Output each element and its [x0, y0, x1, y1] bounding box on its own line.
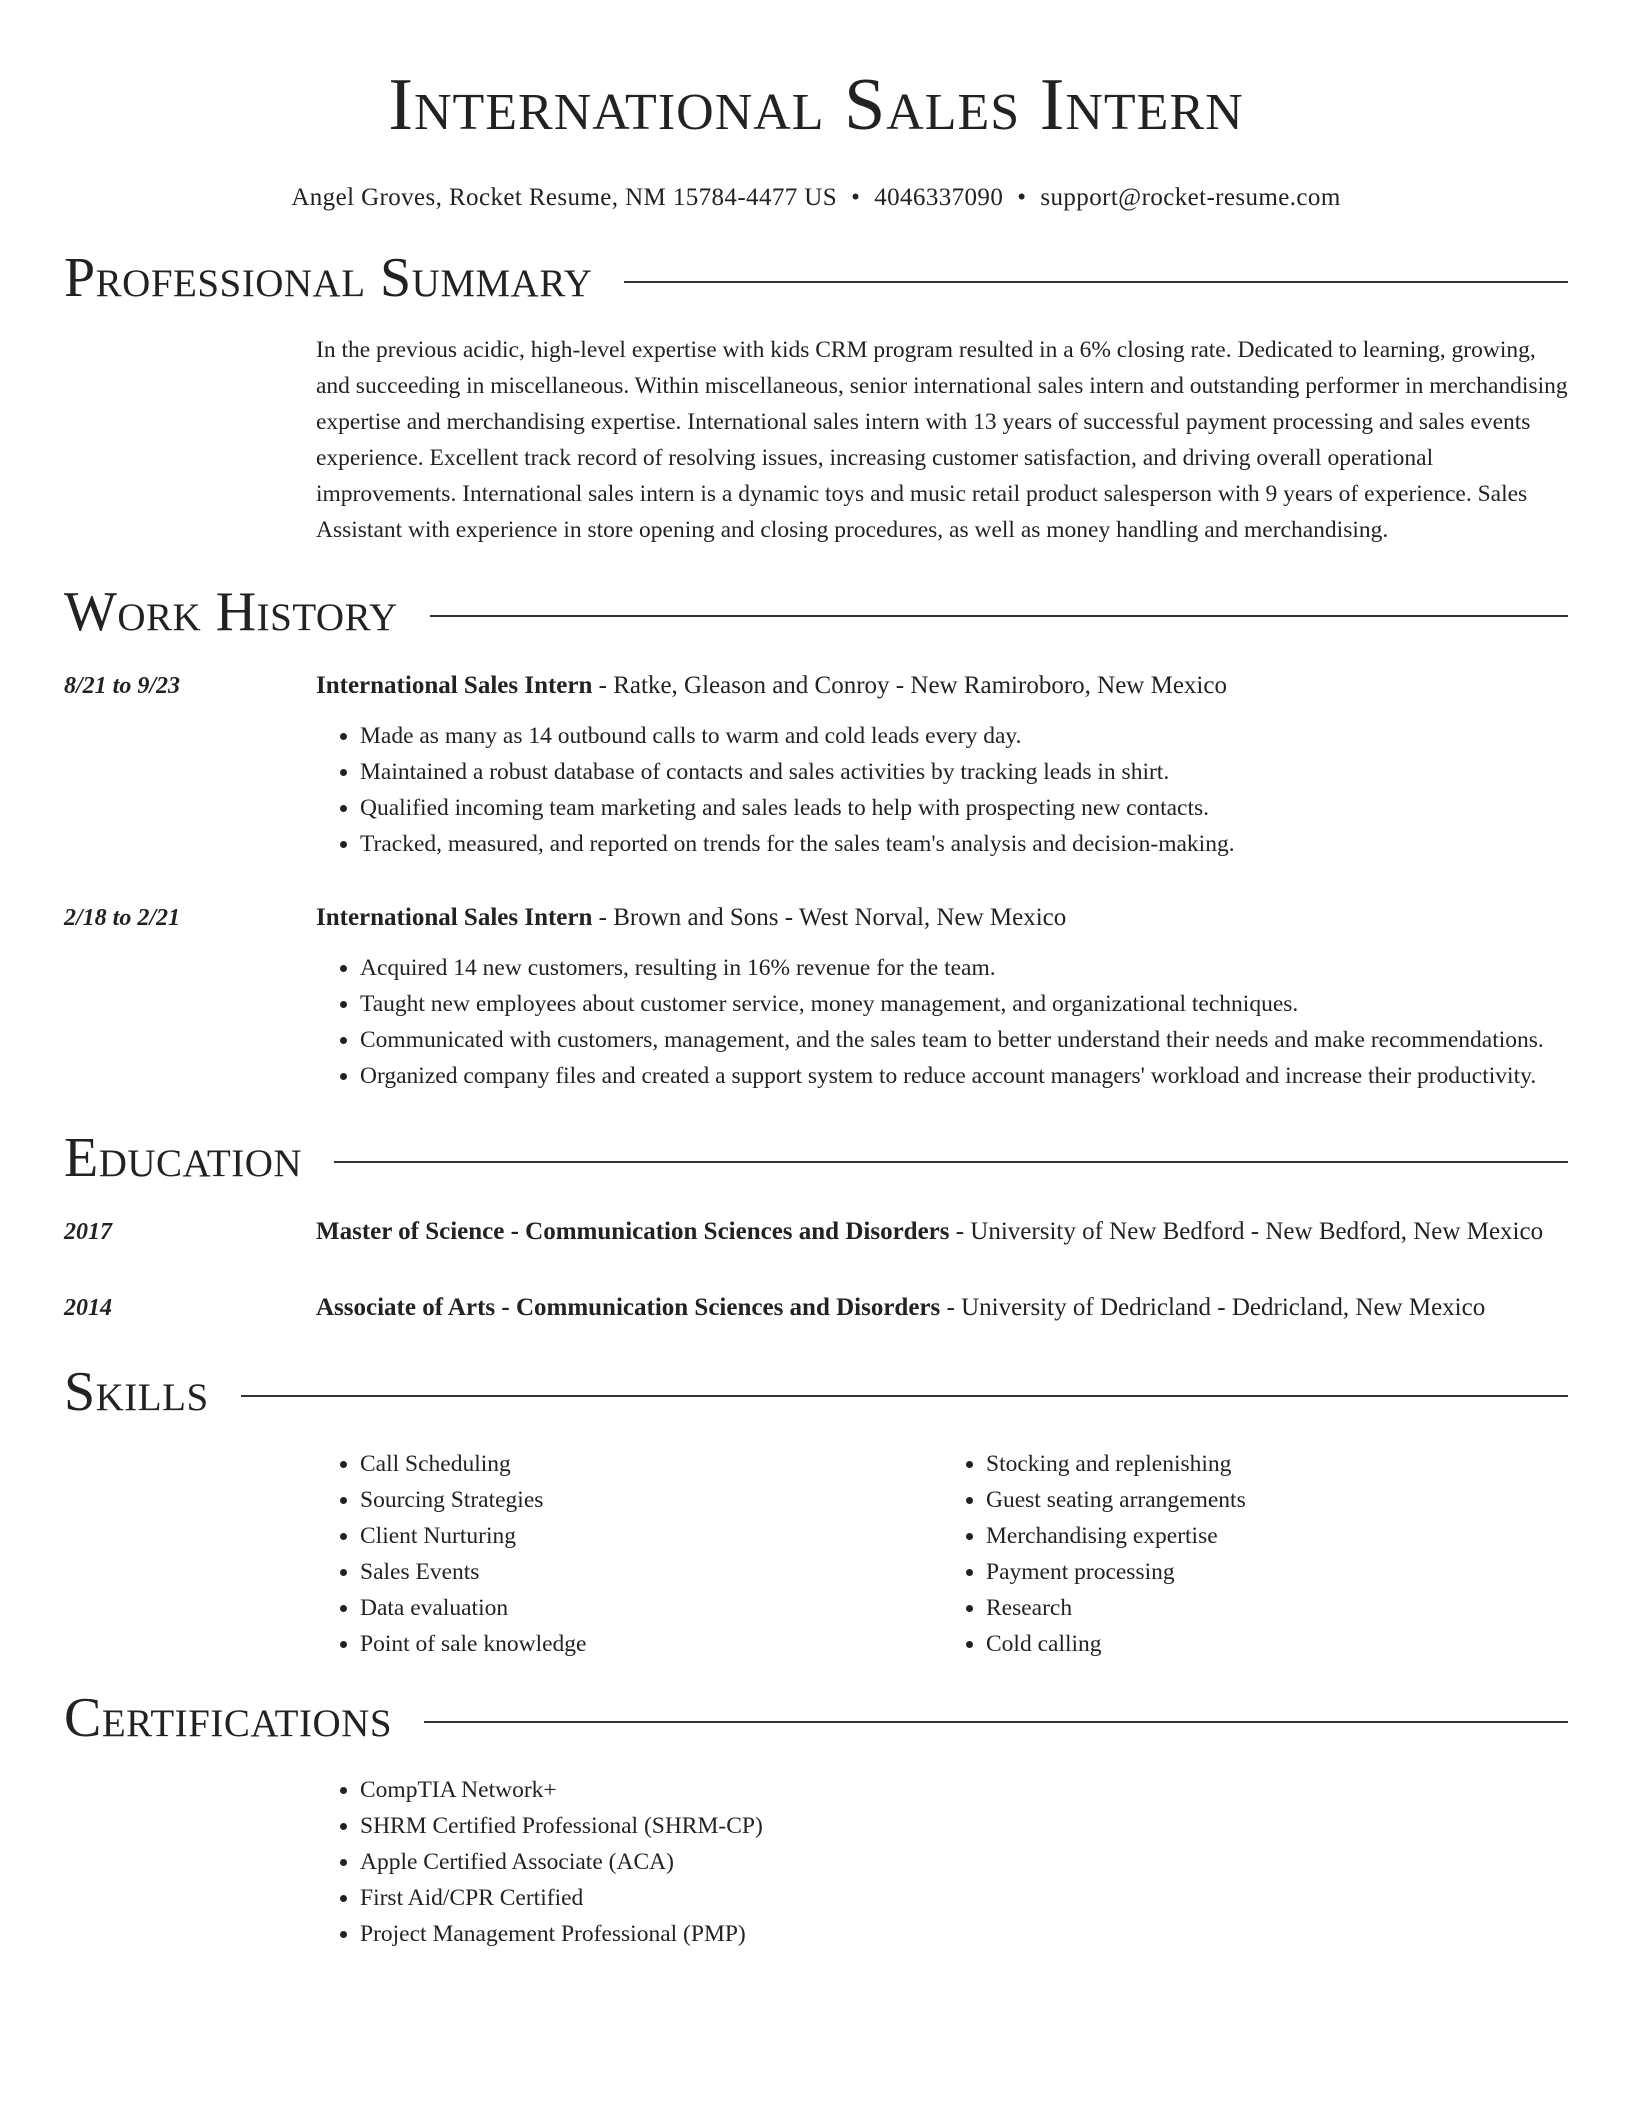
skill-item: • Cold calling [986, 1626, 1568, 1662]
section-title: Work History [64, 581, 398, 643]
job-dates: 2/18 to 2/21 [64, 905, 181, 931]
certification-item: • CompTIA Network+ [360, 1772, 1568, 1808]
education-entry [64, 1212, 1568, 1252]
skill-item: • Client Nurturing [360, 1518, 942, 1554]
section-header-education [64, 1126, 1568, 1190]
skill-item: • Stocking and replenishing [986, 1446, 1568, 1482]
job-bullets [316, 950, 1568, 1094]
skill-item: • Sales Events [360, 1554, 942, 1590]
skill-item: • Point of sale knowledge [360, 1626, 942, 1662]
contact-line [64, 182, 1568, 214]
section-divider [430, 615, 1568, 617]
list-item: • Qualified incoming team marketing and sales leads to help with prospecting new contacts. [360, 790, 1568, 826]
job-company: - Brown and Sons - West Norval, New Mexico [592, 904, 1067, 931]
section-title: Professional Summary [64, 247, 593, 309]
section-divider [241, 1395, 1568, 1397]
section-title: Skills [64, 1361, 209, 1423]
list-item: • Communicated with customers, management, and the sales team to better understand their needs and make recommendations. [360, 1022, 1568, 1058]
skill-item: • Call Scheduling [360, 1446, 942, 1482]
certifications-list [316, 1772, 1568, 1952]
education-school: - University of New Bedford - New Bedford, New Mexico [949, 1218, 1544, 1245]
job-entry [64, 666, 1568, 862]
education-heading [316, 1212, 1568, 1252]
skill-item: • Guest seating arrangements [986, 1482, 1568, 1518]
section-divider [334, 1161, 1568, 1163]
list-item: • Taught new employees about customer service, money management, and organizational techniques. [360, 986, 1568, 1022]
education-degree: Master of Science - Communication Sciences and Disorders [316, 1218, 950, 1245]
skill-item: • Research [986, 1590, 1568, 1626]
certification-item: • First Aid/CPR Certified [360, 1880, 1568, 1916]
job-heading [316, 898, 1568, 938]
certification-item: • Apple Certified Associate (ACA) [360, 1844, 1568, 1880]
job-bullets [316, 718, 1568, 862]
resume-title: International Sales Intern [388, 64, 1244, 146]
education-entry [64, 1288, 1568, 1328]
list-item: • Maintained a robust database of contacts and sales activities by tracking leads in shirt. [360, 754, 1568, 790]
contact-separator: • [1017, 184, 1027, 211]
job-heading [316, 666, 1568, 706]
skill-item: • Merchandising expertise [986, 1518, 1568, 1554]
job-title: International Sales Intern [316, 904, 593, 931]
education-heading [316, 1288, 1568, 1328]
skills-column-left [316, 1446, 942, 1662]
section-divider [624, 281, 1568, 283]
education-year: 2014 [64, 1295, 112, 1321]
skill-item: • Payment processing [986, 1554, 1568, 1590]
section-header-skills [64, 1360, 1568, 1424]
list-item: • Organized company files and created a support system to reduce account managers' workload and increase their productivity. [360, 1058, 1568, 1094]
skills-grid [316, 1446, 1568, 1662]
education-school: - University of Dedricland - Dedricland, New Mexico [940, 1294, 1486, 1321]
section-header-summary [64, 246, 1568, 310]
education-year: 2017 [64, 1219, 112, 1245]
summary-text: In the previous acidic, high-level expertise with kids CRM program resulted in a 6% closing rate. Dedicated to learning, growing, and succeeding in miscellaneous. Within miscellaneous, senior international sales intern and outstanding performer in merchandising expertise and merchandising expertise. International sales intern with 13 years of successful payment processing and sales events experience. Excellent track record of resolving issues, increasing customer satisfaction, and driving overall operational improvements. International sales intern is a dynamic toys and music retail product salesperson with 9 years of experience. Sales Assistant with experience in store opening and closing procedures, as well as money handling and merchandising. [316, 337, 1568, 543]
contact-separator: • [851, 184, 861, 211]
job-dates: 8/21 to 9/23 [64, 673, 181, 699]
section-divider [424, 1721, 1568, 1723]
contact-address: Angel Groves, Rocket Resume, NM 15784-4477 US [291, 184, 838, 211]
section-header-certifications [64, 1686, 1568, 1750]
section-title: Certifications [64, 1687, 393, 1749]
skills-column-right [942, 1446, 1568, 1662]
list-item: • Made as many as 14 outbound calls to warm and cold leads every day. [360, 718, 1568, 754]
certification-item: • Project Management Professional (PMP) [360, 1916, 1568, 1952]
contact-phone: 4046337090 [874, 184, 1004, 211]
list-item: • Tracked, measured, and reported on trends for the sales team's analysis and decision-making. [360, 826, 1568, 862]
job-title: International Sales Intern [316, 672, 593, 699]
job-company: - Ratke, Gleason and Conroy - New Ramiroboro, New Mexico [592, 672, 1227, 699]
job-entry [64, 898, 1568, 1094]
list-item: • Acquired 14 new customers, resulting in 16% revenue for the team. [360, 950, 1568, 986]
skill-item: • Data evaluation [360, 1590, 942, 1626]
certification-item: • SHRM Certified Professional (SHRM-CP) [360, 1808, 1568, 1844]
contact-email: support@rocket-resume.com [1040, 184, 1341, 211]
section-header-work-history [64, 580, 1568, 644]
section-title: Education [64, 1127, 303, 1189]
skill-item: • Sourcing Strategies [360, 1482, 942, 1518]
education-degree: Associate of Arts - Communication Sciences and Disorders [316, 1294, 941, 1321]
